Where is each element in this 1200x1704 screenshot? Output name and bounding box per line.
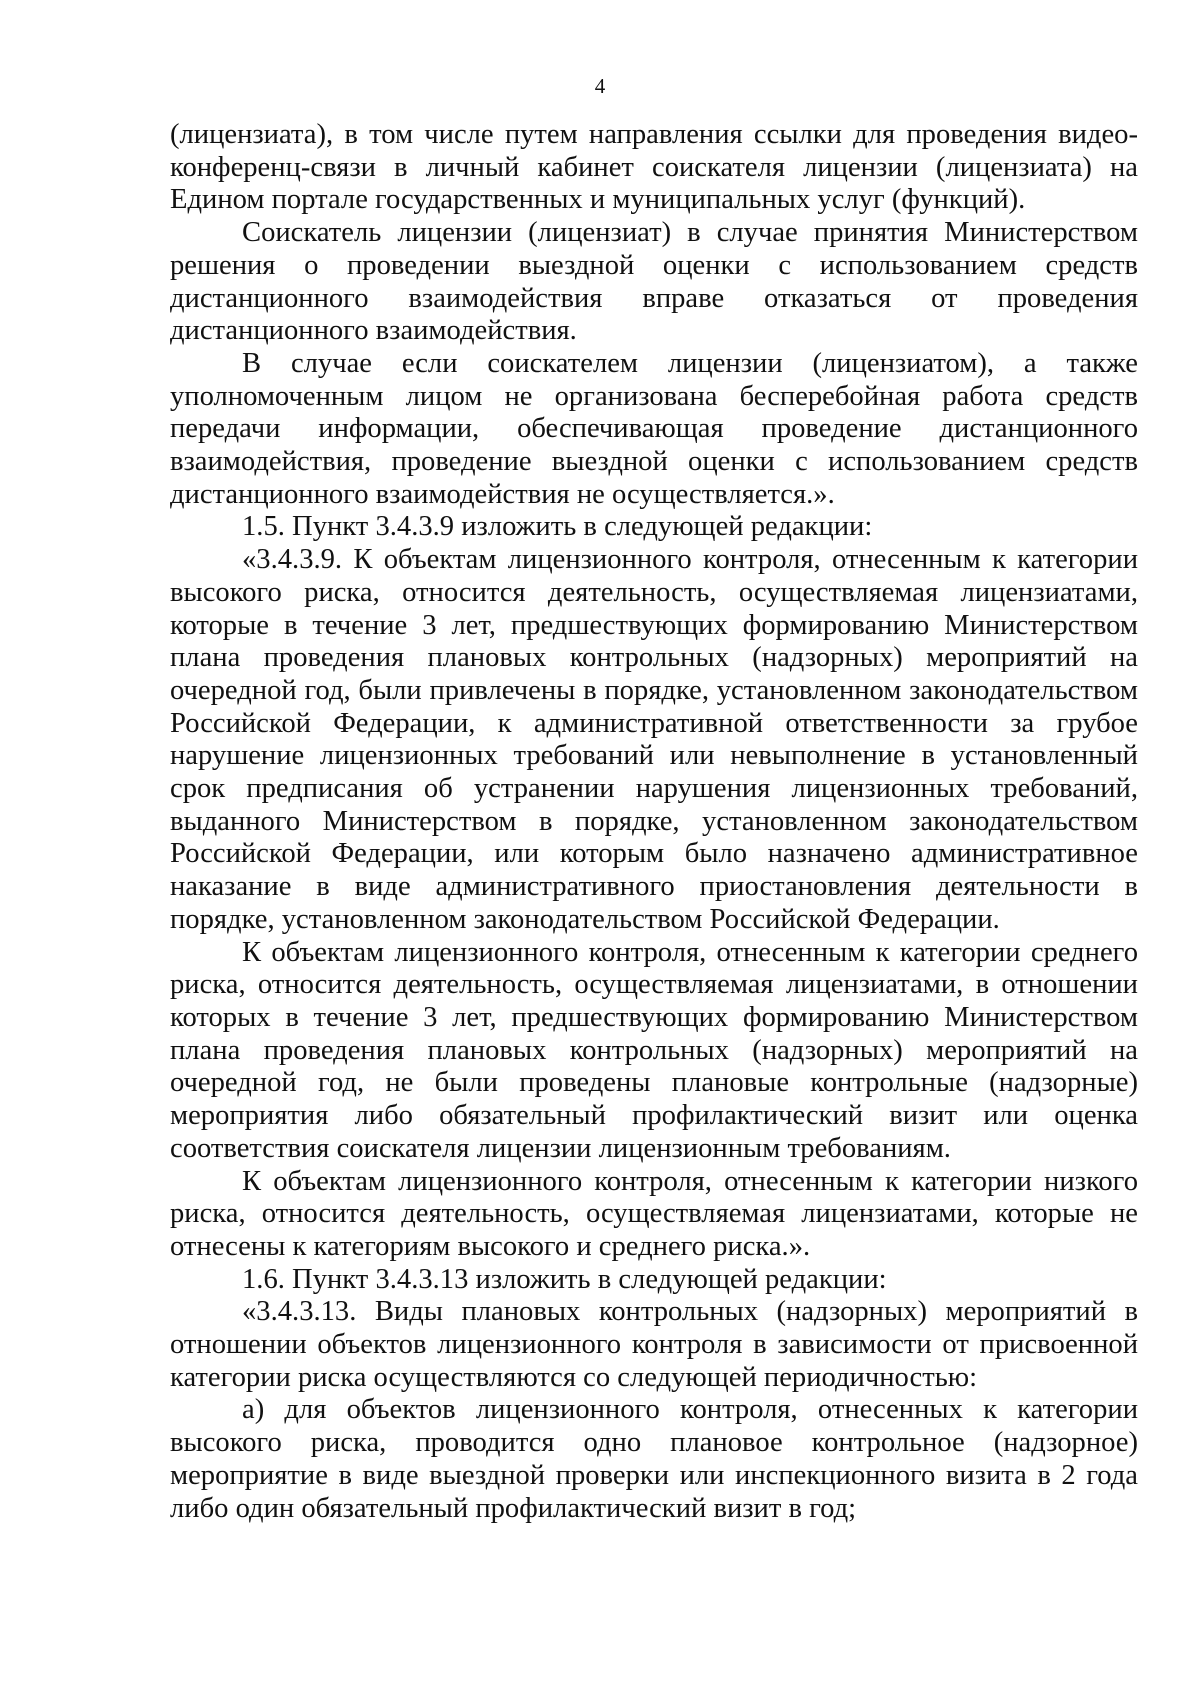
paragraph: «3.4.3.13. Виды плановых контрольных (надзорных) мероприятий в отношении объектов лицензионного контроля в зависимости от присвоенной категории риска осуществляются со следующей периодичностью:: [170, 1296, 1138, 1393]
paragraph: 1.5. Пункт 3.4.3.9 изложить в следующей редакции:: [242, 511, 873, 543]
paragraph: Соискатель лицензии (лицензиат) в случае принятия Министерством решения о проведении выездной оценки с использованием средств дистанционного взаимодействия вправе отказаться от проведения дистанционного взаимодействия.: [170, 217, 1138, 347]
paragraph: В случае если соискателем лицензии (лицензиатом), а также уполномоченным лицом не организована бесперебойная работа средств передачи информации, обеспечивающая проведение дистанционного взаимодействия, проведение выездной оценки с использованием средств дистанционного взаимодействия не осуществляется.».: [170, 347, 1138, 510]
paragraph: а) для объектов лицензионного контроля, отнесенных к категории высокого риска, проводится одно плановое контрольное (надзорное) мероприятие в виде выездной проверки или инспекционного визита в 2 года либо один обязательный профилактический визит в год;: [170, 1394, 1138, 1524]
paragraph: «3.4.3.9. К объектам лицензионного контроля, отнесенным к категории высокого риска, относится деятельность, осуществляемая лицензиатами, которые в течение 3 лет, предшествующих формированию Министерством плана проведения плановых контрольных (надзорных) мероприятий на очередной год, были привлечены в порядке, установленном законодательством Российской Федерации, к административной ответственности за грубое нарушение лицензионных требований или невыполнение в установленный срок предписания об устранении нарушения лицензионных требований, выданного Министерством в порядке, установленном законодательством Российской Федерации, или которым было назначено административное наказание в виде административного приостановления деятельности в порядке, установленном законодательством Российской Федерации.: [170, 544, 1138, 935]
paragraph: (лицензиата), в том числе путем направления ссылки для проведения видео-конференц-связи в личный кабинет соискателя лицензии (лицензиата) на Едином портале государственных и муниципальных услуг (функций).: [170, 119, 1138, 216]
document-body: [170, 119, 1138, 1525]
paragraph: 1.6. Пункт 3.4.3.13 изложить в следующей редакции:: [242, 1263, 887, 1295]
paragraph: К объектам лицензионного контроля, отнесенным к категории низкого риска, относится деятельность, осуществляемая лицензиатами, которые не отнесены к категориям высокого и среднего риска.».: [170, 1165, 1138, 1262]
page-number: 4: [594, 74, 606, 98]
paragraph: К объектам лицензионного контроля, отнесенным к категории среднего риска, относится деятельность, осуществляемая лицензиатами, в отношении которых в течение 3 лет, предшествующих формированию Министерством плана проведения плановых контрольных (надзорных) мероприятий на очередной год, не были проведены плановые контрольные (надзорные) мероприятия либо обязательный профилактический визит или оценка соответствия соискателя лицензии лицензионным требованиям.: [170, 936, 1138, 1164]
